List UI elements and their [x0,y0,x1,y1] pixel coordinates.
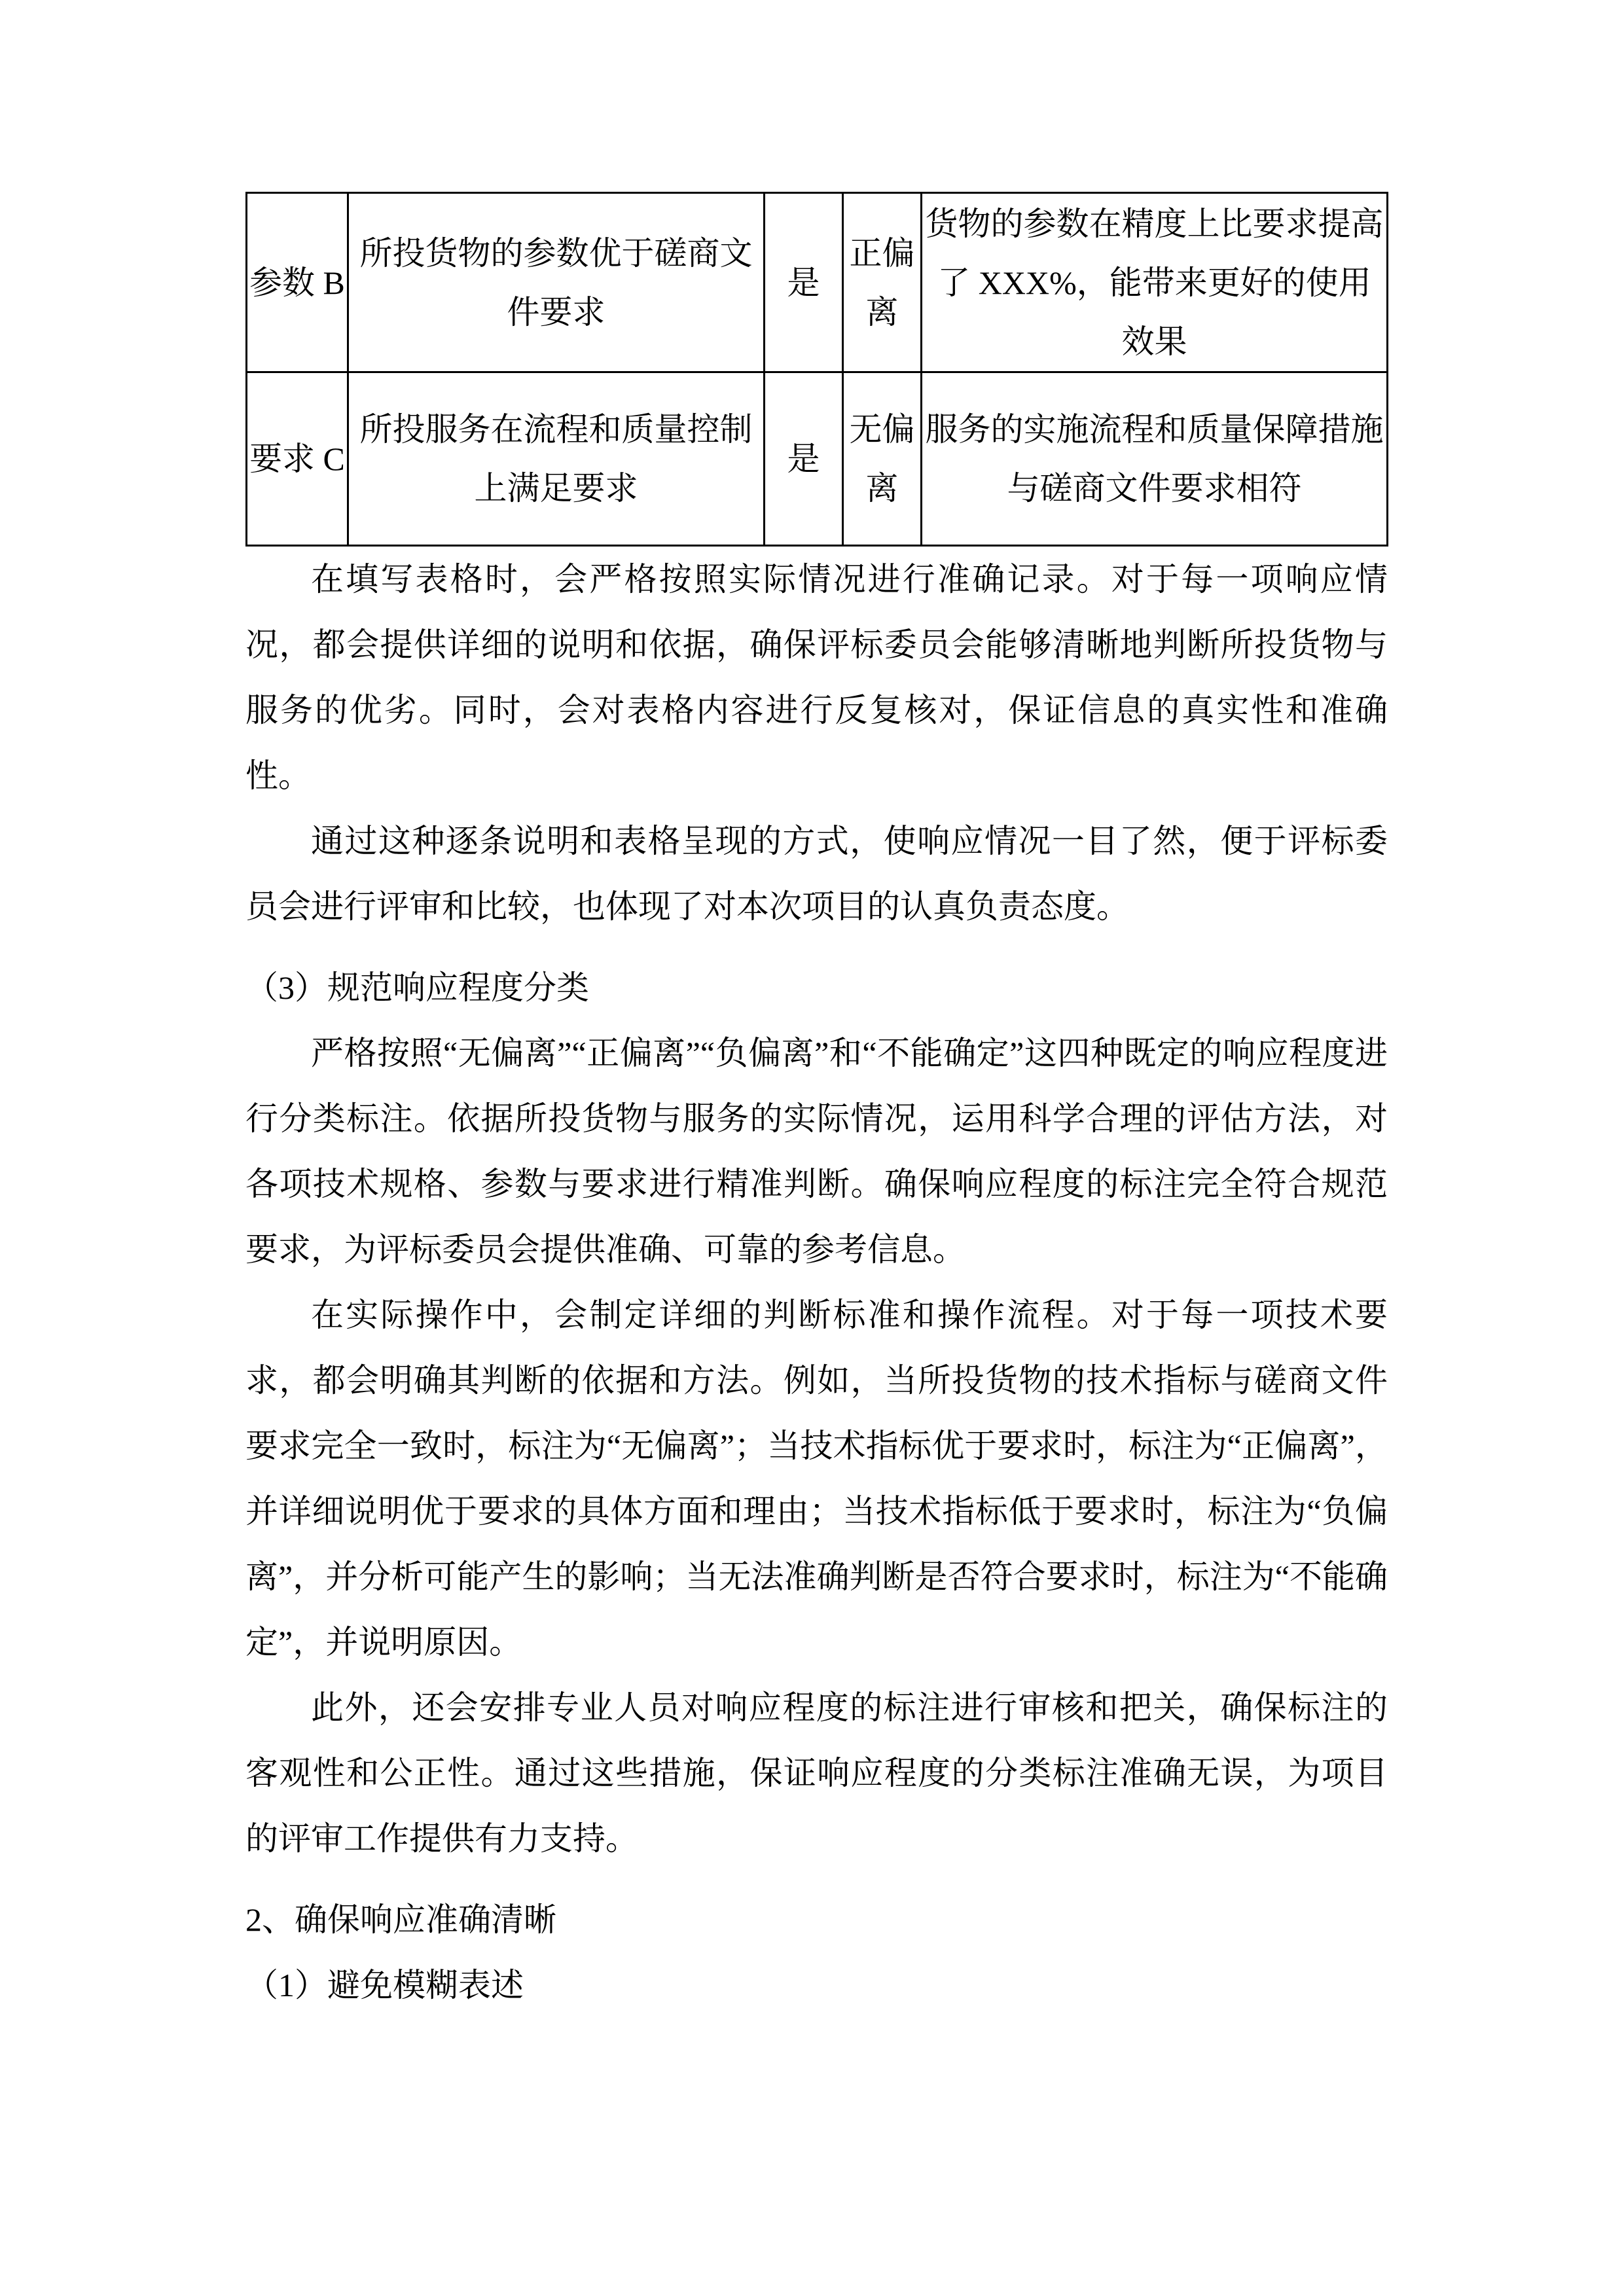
table-row-param-b [247,193,1388,372]
paragraph-table-filling: 在填写表格时，会严格按照实际情况进行准确记录。对于每一项响应情况，都会提供详细的说明和依据，确保评标委员会能够清晰地判断所投货物与服务的优劣。同时，会对表格内容进行反复核对，保证信息的真实性和准确性。 [245,561,1388,794]
response-deviation-table [245,192,1388,547]
table-row-requirement-c [247,372,1388,546]
paragraph-review-and-check: 此外，还会安排专业人员对响应程度的标注进行审核和把关，确保标注的客观性和公正性。通过这些措施，保证响应程度的分类标注准确无误，为项目的评审工作提供有力支持。 [245,1689,1388,1857]
cell-item-name: 要求 C [247,372,348,546]
cell-response-description: 所投服务在流程和质量控制上满足要求 [348,372,765,546]
cell-deviation-explanation: 货物的参数在精度上比要求提高了 XXX%，能带来更好的使用效果 [922,193,1388,372]
paragraph-presentation-method: 通过这种逐条说明和表格呈现的方式，使响应情况一目了然，便于评标委员会进行评审和比较，也体现了对本次项目的认真负责态度。 [245,823,1388,925]
cell-response-description: 所投货物的参数优于磋商文件要求 [348,193,765,372]
cell-item-name: 参数 B [247,193,348,372]
heading-sub-1-avoid-vague: （1）避免模糊表述 [245,1967,524,2003]
cell-responded-flag: 是 [765,193,843,372]
cell-deviation-type: 无偏离 [843,372,922,546]
cell-deviation-explanation: 服务的实施流程和质量保障措施与磋商文件要求相符 [922,372,1388,546]
cell-responded-flag: 是 [765,372,843,546]
heading-section-3-classification: （3）规范响应程度分类 [245,969,589,1006]
paragraph-practical-operation: 在实际操作中，会制定详细的判断标准和操作流程。对于每一项技术要求，都会明确其判断的依据和方法。例如，当所投货物的技术指标与磋商文件要求完全一致时，标注为“无偏离”；当技术指标优于要求时，标注为“正偏离”，并详细说明优于要求的具体方面和理由；当技术指标低于要求时，标注为“负偏离”，并分析可能产生的影响；当无法准确判断是否符合要求时，标注为“不能确定”，并说明原因。 [245,1297,1388,1660]
cell-deviation-type: 正偏离 [843,193,922,372]
paragraph-strict-classification: 严格按照“无偏离”“正偏离”“负偏离”和“不能确定”这四种既定的响应程度进行分类标注。依据所投货物与服务的实际情况，运用科学合理的评估方法，对各项技术规格、参数与要求进行精准判断。确保响应程度的标注完全符合规范要求，为评标委员会提供准确、可靠的参考信息。 [245,1035,1388,1268]
heading-section-2-accuracy: 2、确保响应准确清晰 [245,1901,556,1938]
